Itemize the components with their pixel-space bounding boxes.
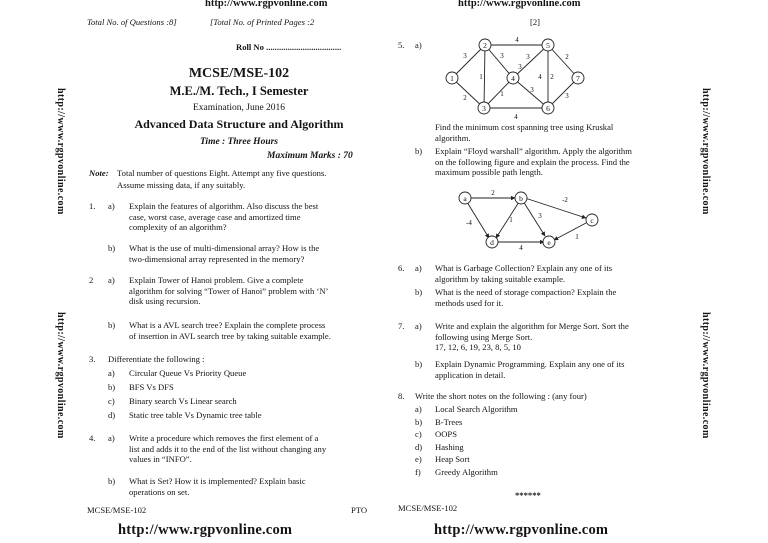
edge-weight: 1	[575, 233, 579, 241]
part-label: b)	[415, 359, 423, 369]
edge-weight: 3	[538, 212, 542, 220]
part-b-text: What is Set? How it is implemented? Explain basic operations on set.	[129, 476, 306, 497]
exam-program: M.E./M. Tech., I Semester	[169, 84, 309, 98]
list-item: b) B-Trees	[415, 416, 463, 427]
node-label: 3	[482, 104, 486, 113]
url-bottom-left[interactable]: http://www.rgpvonline.com	[118, 522, 293, 538]
edge-weight: -4	[466, 219, 472, 227]
part-a-text: Write and explain the algorithm for Merge Sort. Sort the following using Merge Sort. 17, 12, 6, 19, 23, 8, 5, 10	[435, 321, 629, 353]
edge-weight: 2	[463, 94, 467, 102]
graph-edge	[525, 198, 586, 218]
question-title: Differentiate the following :	[108, 354, 205, 364]
node-label: c	[590, 216, 594, 225]
part-b-text: Explain “Floyd warshall” algorithm. Apply the algorithm on the following figure and explain the process. Find the maximum possible path length.	[435, 146, 632, 178]
edge-weight: -2	[562, 196, 568, 204]
part-label: a)	[108, 433, 115, 443]
edge-weight: 2	[550, 73, 554, 81]
question-number: 3.	[89, 354, 96, 364]
part-a-text: Write a procedure which removes the first element of a list and adds it to the end of the list without changing any values in “INFO”.	[129, 433, 327, 465]
node-label: 2	[483, 41, 487, 50]
part-label: b)	[415, 146, 423, 156]
node-label: 7	[576, 74, 580, 83]
graph-edge	[452, 78, 484, 108]
footer-code-right: MCSE/MSE-102	[398, 503, 458, 513]
question-number: 6.	[398, 263, 405, 273]
list-item: a) Local Search Algorithm	[415, 404, 518, 414]
part-label: a)	[415, 321, 422, 331]
note-text-2: Assume missing data, if any suitably.	[117, 180, 246, 190]
edge-weight: 3	[565, 92, 569, 100]
exam-session: Examination, June 2016	[192, 103, 286, 113]
part-label: b)	[108, 320, 116, 330]
exam-marks: Maximum Marks : 70	[267, 151, 353, 161]
end-mark: ******	[515, 490, 541, 500]
pto: PTO	[351, 505, 368, 515]
node-label: d	[490, 238, 494, 247]
graph-edge	[513, 45, 548, 78]
part-b-text: What is the use of multi-dimensional array? How is the two-dimensional array represented in the memory?	[129, 243, 320, 264]
edge-weight: 1	[509, 216, 513, 224]
graph-spanning-tree	[440, 34, 590, 124]
graph-edge	[554, 223, 586, 240]
note-text-1: Total number of questions Eight. Attempt any five questions.	[117, 168, 327, 178]
list-item: c) Binary search Vs Linear search	[108, 396, 237, 406]
url-top-left[interactable]: http://www.rgpvonline.com	[205, 0, 328, 9]
part-label: a)	[415, 40, 422, 50]
differentiate-list	[108, 368, 368, 424]
exam-code: MCSE/MSE-102	[188, 66, 290, 81]
graph-edge	[484, 45, 485, 108]
side-url-left-bottom: http://www.rgpvonline.com	[55, 312, 66, 439]
question-number: 8.	[398, 391, 405, 401]
footer-code-left: MCSE/MSE-102	[87, 505, 147, 515]
question-title: Write the short notes on the following : (any four)	[415, 391, 587, 401]
node-label: b	[519, 194, 523, 203]
node-label: 1	[450, 74, 454, 83]
url-bottom-right[interactable]: http://www.rgpvonline.com	[434, 522, 609, 538]
side-url-left-top: http://www.rgpvonline.com	[55, 88, 66, 215]
question-number: 4.	[89, 433, 96, 443]
edge-weight: 3	[500, 52, 504, 60]
node-label: 5	[546, 41, 550, 50]
part-b-text: What is a AVL search tree? Explain the complete process of insertion in AVL search tree by taking suitable example.	[129, 320, 331, 341]
node-label: 4	[511, 74, 515, 83]
part-b-text: Explain Dynamic Programming. Explain any one of its application in detail.	[435, 359, 625, 380]
part-a-text: Find the minimum cost spanning tree using Kruskal algorithm.	[435, 122, 614, 143]
edge-weight: 2	[565, 53, 569, 61]
part-a-text: Explain Tower of Hanoi problem. Give a complete algorithm for solving “Tower of Hanoi” problem with ‘N’ disk using recursion.	[129, 275, 329, 307]
list-item: e) Heap Sort	[415, 454, 470, 465]
url-top-right[interactable]: http://www.rgpvonline.com	[458, 0, 581, 9]
edge-weight: 4	[538, 73, 542, 81]
edge-weight: 3	[530, 86, 534, 94]
graph-floyd-warshall	[453, 188, 613, 250]
roll-no: Roll No ...................................	[236, 42, 342, 52]
list-item: c) OOPS	[415, 429, 457, 440]
edge-weight: 4	[515, 36, 519, 44]
part-label: b)	[415, 287, 423, 297]
part-a-text: What is Garbage Collection? Explain any one of its algorithm by taking suitable example.	[435, 263, 613, 284]
list-item: b) BFS Vs DFS	[108, 382, 174, 392]
edge-weight: 1	[479, 73, 483, 81]
page-marker: [2]	[530, 17, 541, 27]
node-label: e	[547, 238, 551, 247]
part-label: a)	[415, 263, 422, 273]
question-number: 5.	[398, 40, 405, 50]
list-item: d) Hashing	[415, 441, 464, 452]
part-b-text: What is the need of storage compaction? Explain the methods used for it.	[435, 287, 617, 308]
part-label: b)	[108, 243, 116, 253]
list-item: d) Static tree table Vs Dynamic tree table	[108, 410, 262, 420]
part-label: a)	[108, 275, 115, 285]
edge-weight: 3	[463, 52, 467, 60]
graph-edge	[485, 45, 513, 78]
short-notes-list	[415, 404, 675, 480]
exam-subject: Advanced Data Structure and Algorithm	[134, 117, 344, 131]
edge-weight: 4	[519, 244, 523, 250]
graph-edge	[496, 202, 519, 238]
part-label: b)	[108, 476, 116, 486]
total-pages: [Total No. of Printed Pages :2	[210, 17, 315, 27]
edge-weight: 4	[514, 113, 518, 121]
list-item: a) Circular Queue Vs Priority Queue	[108, 368, 247, 378]
list-item: f) Greedy Algorithm	[415, 466, 498, 477]
side-url-right-top: http://www.rgpvonline.com	[700, 88, 711, 215]
note-label: Note:	[89, 168, 109, 178]
side-url-right-bottom: http://www.rgpvonline.com	[700, 312, 711, 439]
part-label: a)	[108, 201, 115, 211]
node-label: 6	[546, 104, 550, 113]
question-number: 7.	[398, 321, 405, 331]
question-number: 1.	[89, 201, 96, 211]
part-a-text: Explain the features of algorithm. Also discuss the best case, worst case, average case and amortized time complexity of an algorithm?	[129, 201, 319, 233]
edge-weight: 1	[500, 90, 504, 98]
edge-weight: 3	[518, 63, 522, 71]
question-number: 2	[89, 275, 94, 285]
edge-weight: 3	[526, 53, 530, 61]
edge-weight: 2	[491, 189, 495, 197]
total-questions: Total No. of Questions :8]	[87, 17, 177, 27]
exam-time: Time : Three Hours	[199, 137, 279, 147]
node-label: a	[463, 194, 467, 203]
